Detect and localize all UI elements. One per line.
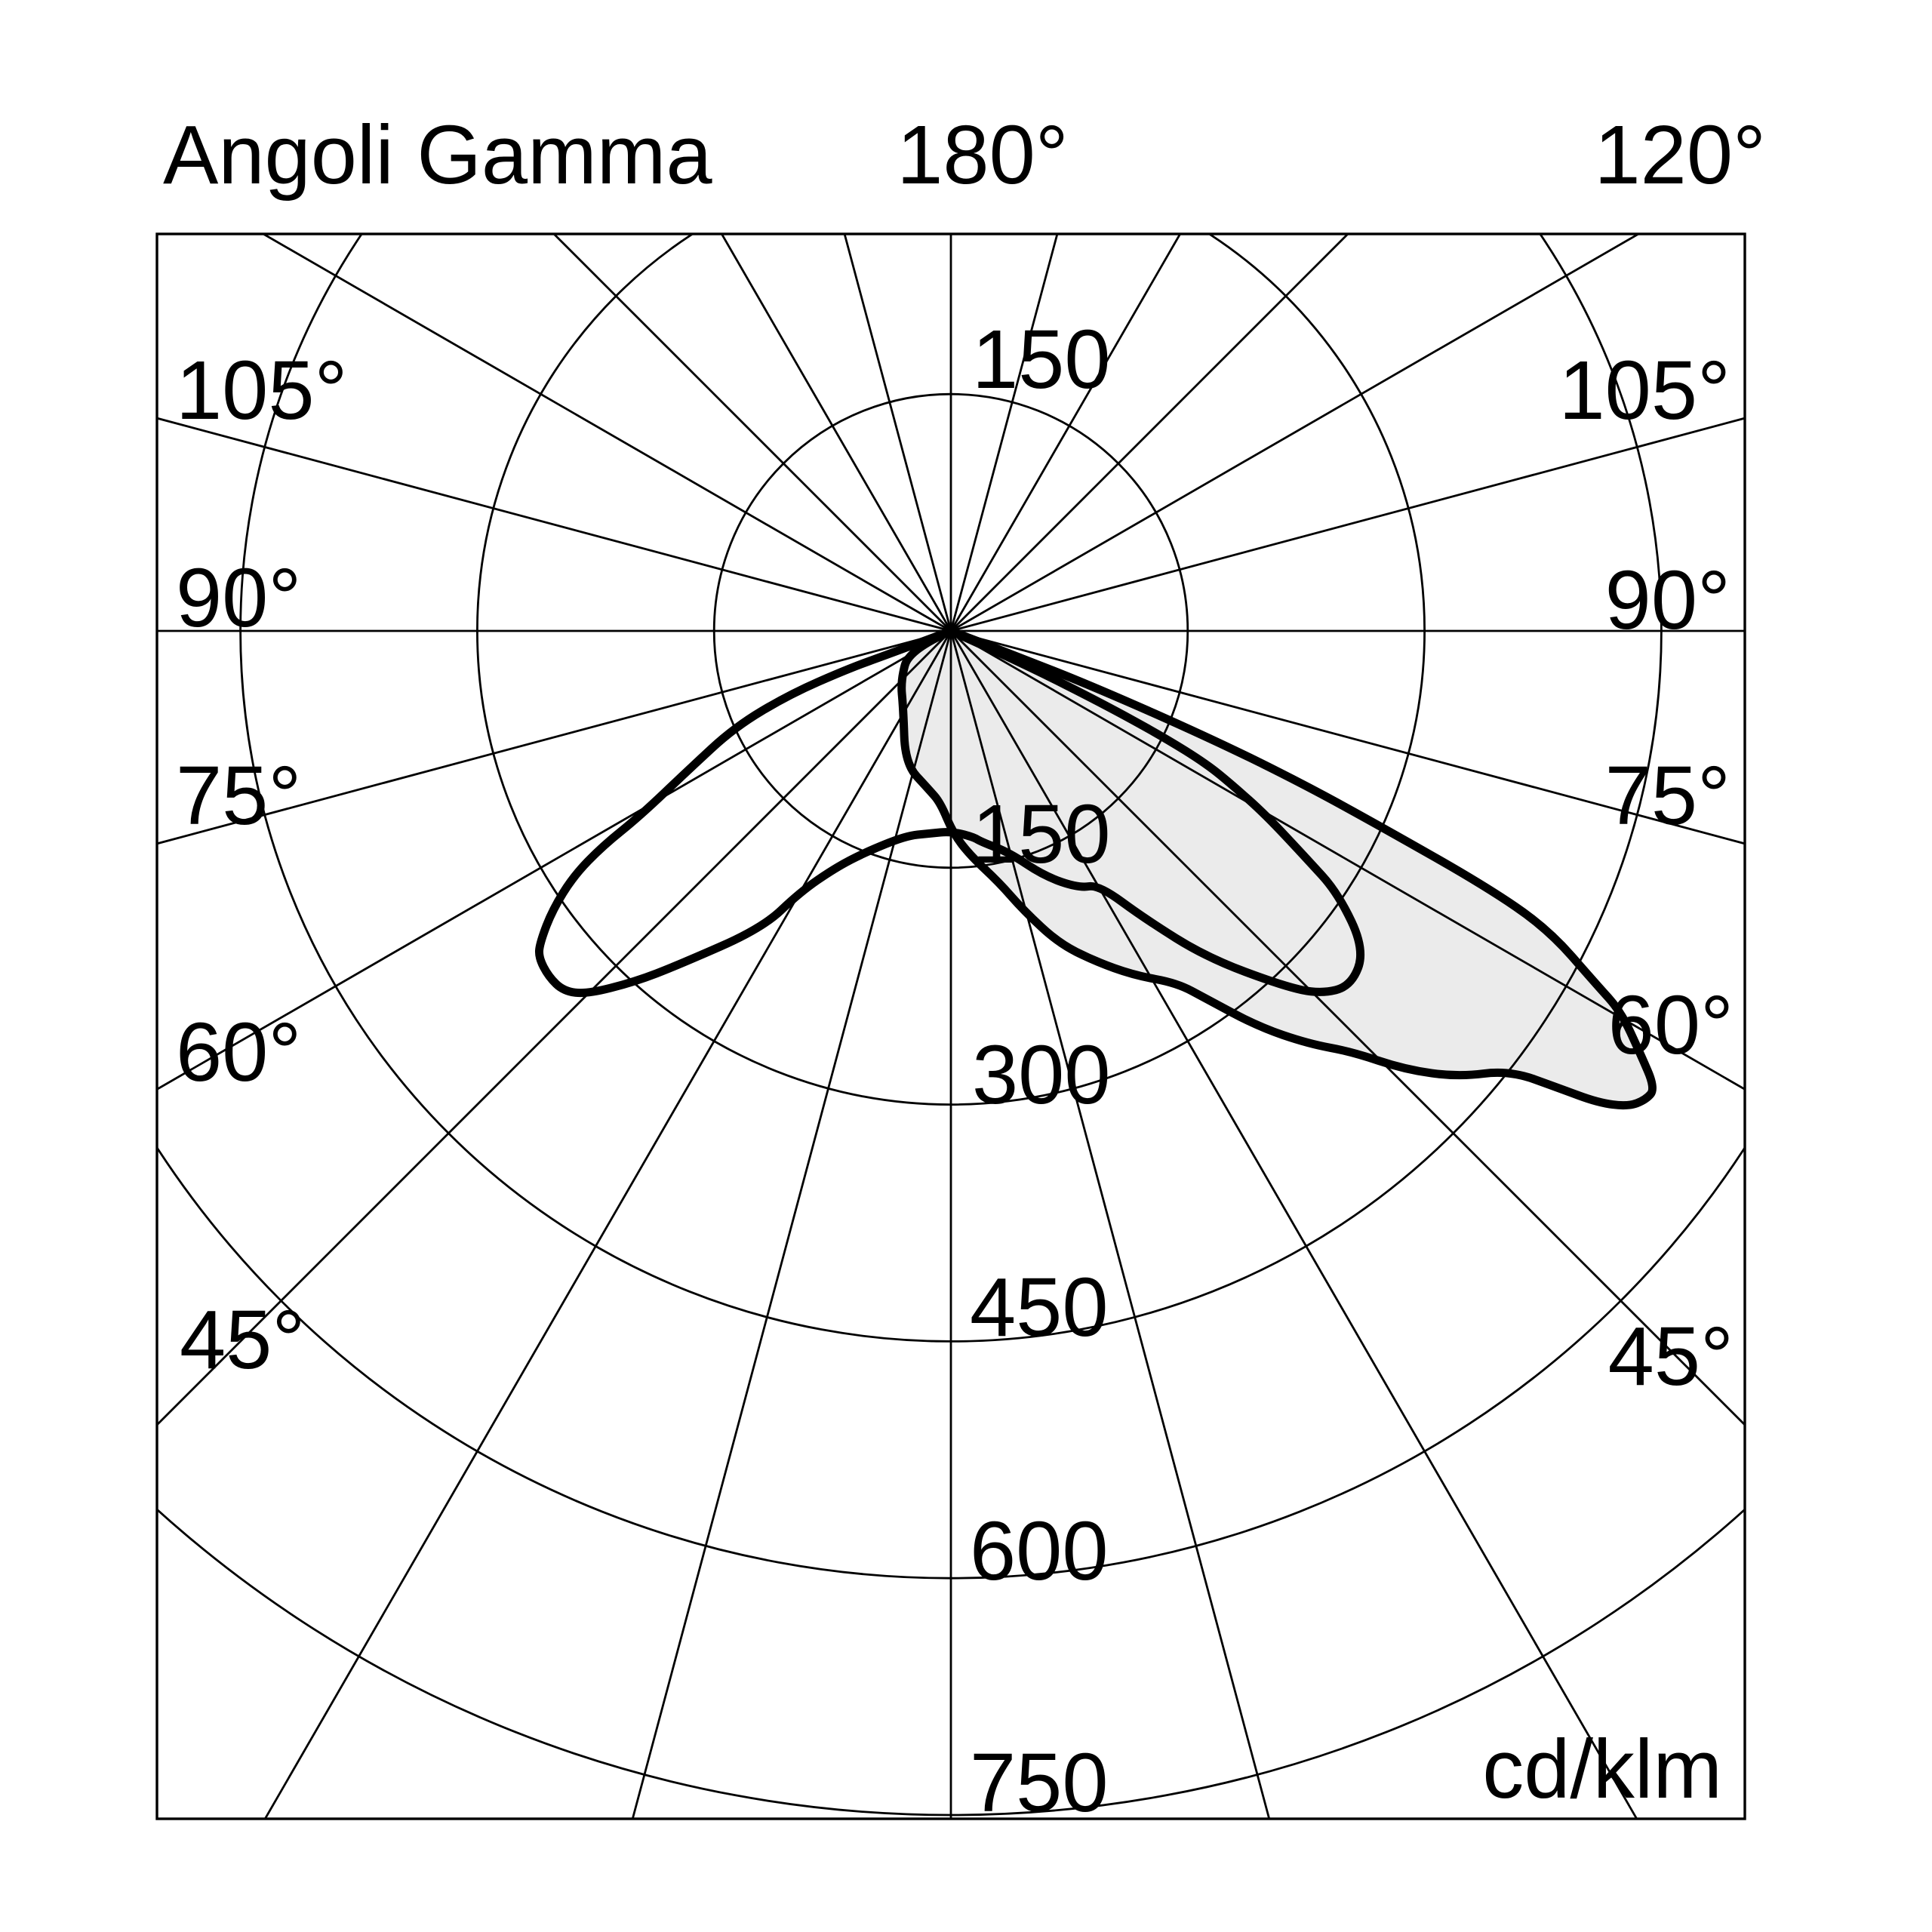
top-label-120: 120° — [1594, 109, 1766, 202]
angle-label-right-90: 90° — [1604, 554, 1730, 647]
chart-title: Angoli Gamma — [163, 109, 712, 202]
radial-tick-150-top: 150 — [972, 313, 1111, 406]
angle-label-left-45: 45° — [180, 1294, 306, 1386]
angle-label-right-45: 45° — [1607, 1310, 1734, 1403]
top-label-180: 180° — [897, 109, 1069, 202]
angle-label-left-90: 90° — [176, 552, 302, 645]
angle-label-right-75: 75° — [1604, 749, 1730, 842]
radial-tick-150: 150 — [972, 788, 1111, 881]
angle-label-left-75: 75° — [176, 749, 302, 842]
radial-tick-300: 300 — [972, 1029, 1111, 1121]
unit-label: cd/klm — [1482, 1723, 1722, 1816]
angle-label-left-105: 105° — [176, 344, 348, 437]
radial-tick-600: 600 — [970, 1505, 1109, 1598]
angle-label-right-60: 60° — [1607, 979, 1734, 1072]
angle-label-left-60: 60° — [176, 1006, 302, 1099]
radial-tick-750: 750 — [970, 1737, 1109, 1829]
angle-label-right-105: 105° — [1558, 344, 1730, 437]
radial-tick-450: 450 — [970, 1261, 1109, 1354]
